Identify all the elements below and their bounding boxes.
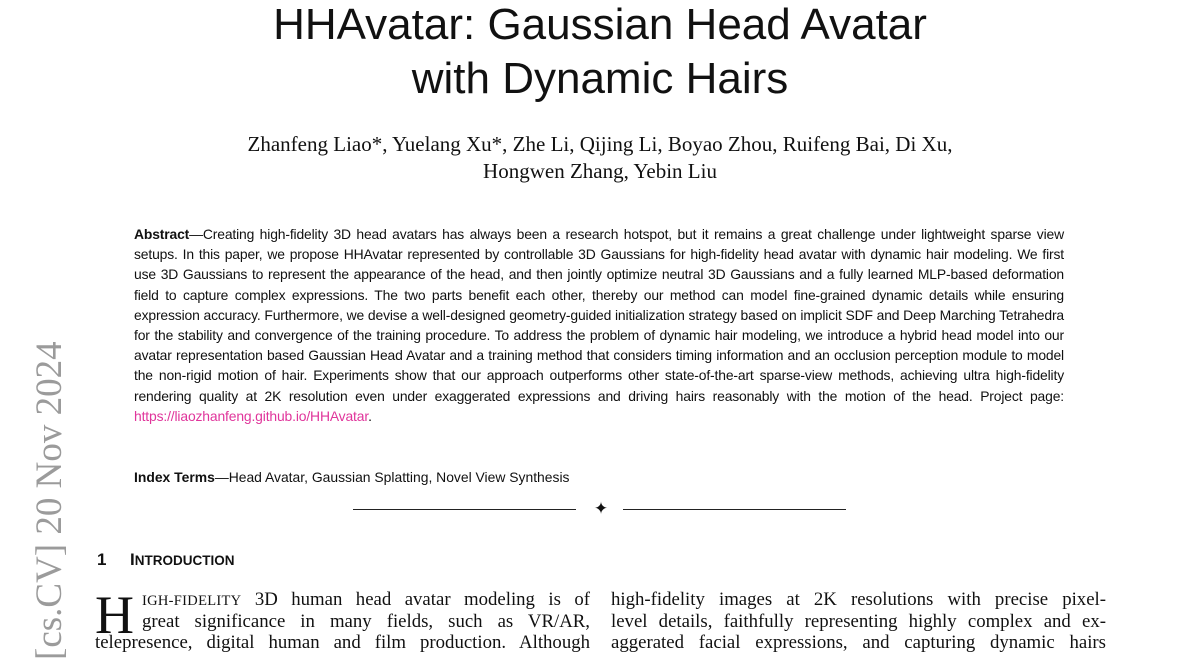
intro-left-line-1-rest: 3D human head avatar modeling is of — [241, 589, 590, 610]
section-title-rest: NTRODUCTION — [134, 553, 235, 568]
intro-right-line-2: level details, faithfully representing highly complex and ex- — [611, 610, 1106, 632]
abstract-text: —Creating high-fidelity 3D head avatars has always been a research hotspot, but it remains a great challenge under lightweight sparse view setups. In this paper, we propose HHAvatar represented by controllable 3D Gaussians for high-fidelity head avatar with dynamic hair modeling. We first use 3D Gaussians to represent the appearance of the head, and then jointly optimize neutral 3D Gaussians and a fully learned MLP-based deformation field to capture complex expressions. The two parts benefit each other, thereby our method can model fine-grained dynamic details while ensuring expression accuracy. Furthermore, we devise a well-designed geometry-guided initialization strategy based on implicit SDF and Deep Marching Tetrahedra for the stability and convergence of the training procedure. To address the problem of dynamic hair modeling, we introduce a hybrid head model into our avatar representation based Gaussian Head Avatar and a training method that considers timing information and an occlusion perception module to model the non-rigid motion of hair. Experiments show that our approach outperforms other state-of-the-art sparse-view methods, achieving ultra high-fidelity rendering quality at 2K resolution even under exaggerated expressions and driving hairs reasonably with the motion of the head. Project page: — [134, 226, 1064, 404]
author-list — [0, 131, 1200, 185]
author-line-2: Hongwen Zhang, Yebin Liu — [483, 159, 717, 183]
drop-cap: H — [95, 585, 134, 645]
intro-left-line-2: great significance in many fields, such as VR/AR, — [142, 610, 590, 632]
project-page-link[interactable]: https://liaozhanfeng.github.io/HHAvatar — [134, 407, 369, 424]
abstract — [134, 224, 1064, 426]
intro-left-column — [95, 585, 590, 654]
index-terms — [134, 467, 1064, 487]
paper-title-line-2: with Dynamic Hairs — [411, 54, 789, 103]
section-number: 1 — [97, 550, 107, 569]
diamond-ornament-icon: ✦ — [593, 499, 609, 519]
index-terms-text: —Head Avatar, Gaussian Splatting, Novel View Synthesis — [214, 469, 570, 485]
author-line-1: Zhanfeng Liao*, Yuelang Xu*, Zhe Li, Qijing Li, Boyao Zhou, Ruifeng Bai, Di Xu, — [247, 132, 953, 156]
section-divider — [353, 498, 848, 520]
divider-line-left — [353, 509, 576, 510]
divider-line-right — [623, 509, 846, 510]
intro-right-line-1: high-fidelity images at 2K resolutions with precise pixel- — [611, 589, 1106, 610]
abstract-label: Abstract — [134, 226, 190, 242]
section-heading-introduction — [97, 548, 234, 573]
index-terms-label: Index Terms — [134, 469, 215, 485]
intro-left-line-1 — [95, 589, 590, 611]
intro-left-smallcaps: IGH-FIDELITY — [142, 593, 242, 609]
intro-left-line-3: telepresence, digital human and film production. Although — [95, 632, 590, 653]
paper-title-line-1: HHAvatar: Gaussian Head Avatar — [273, 0, 927, 49]
intro-right-column — [611, 589, 1106, 654]
arxiv-side-stamp: [cs.CV] 20 Nov 2024 — [29, 341, 70, 660]
intro-right-line-3: aggerated facial expressions, and capturing dynamic hairs — [611, 632, 1106, 653]
section-title-initial: I — [130, 550, 135, 569]
abstract-end: . — [368, 407, 372, 424]
